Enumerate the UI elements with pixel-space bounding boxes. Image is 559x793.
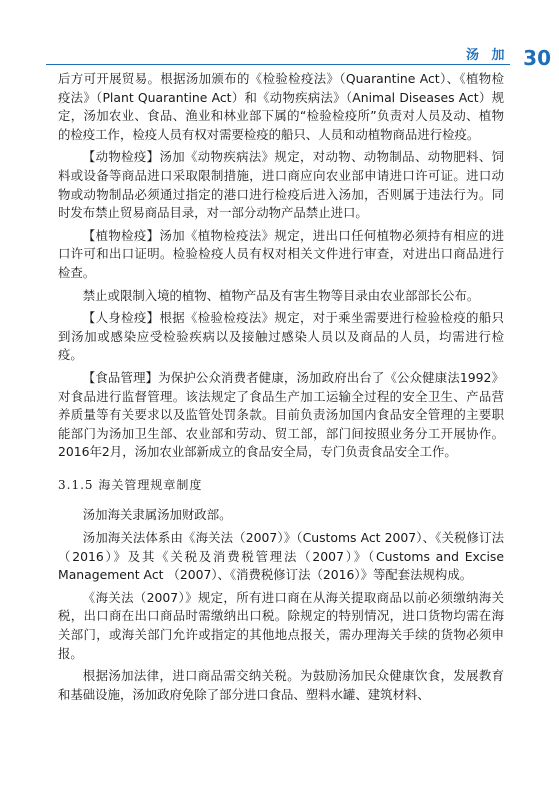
page-number: 30 [523, 46, 551, 70]
paragraph-import-tariffs: 根据汤加法律，进口商品需交纳关税。为鼓励汤加民众健康饮食，发展教育和基础设施，汤加政府免除了部分进口食品、塑料水罐、建筑材料、 [58, 668, 504, 702]
paragraph-trade-continuation: 后方可开展贸易。根据汤加颁布的《检验检疫法》（Quarantine Act）、《植物检疫法》（Plant Quarantine Act）和《动物疾病法》（Animal Diseases Act）规定，汤加农业、食品、渔业和林业部下属的“检验检疫所”负责对人员及动、植物的检疫工作，检疫人员有权对需要检疫的船只、人员和动植物商品进行检疫。 [58, 71, 504, 142]
paragraph-customs-law-system: 汤加海关法体系由《海关法（2007）》（Customs Act 2007）、《关税修订法（2016）》及其《关税及消费税管理法（2007）》（Customs and Excise Management Act （2007）、《消费税修订法（2016）》等配套法规构成。 [58, 530, 504, 583]
paragraph-customs-act-2007: 《海关法（2007）》规定，所有进口商在从海关提取商品以前必须缴纳海关税，出口商在出口商品时需缴纳出口税。除规定的特别情况，进口货物均需在海关部门，或海关部门允许或指定的其他地点报关，需办理海关手续的货物必须申报。 [58, 589, 504, 661]
paragraph-animal-quarantine: 【动物检疫】汤加《动物疾病法》规定，对动物、动物制品、动物肥料、饲料或设备等商品进口采取限制措施，进口商应向农业部申请进口许可证。进口动物或动物制品必须通过指定的港口进行检疫后进入汤加，否则属于违法行为。同时发布禁止贸易商品目录，对一部分动物产品禁止进口。 [58, 149, 504, 221]
page-body [58, 70, 504, 704]
header-rule [46, 64, 510, 65]
paragraph-prohibited-list: 禁止或限制入境的植物、植物产品及有害生物等目录由农业部部长公布。 [82, 287, 480, 303]
paragraph-plant-quarantine: 【植物检疫】汤加《植物检疫法》规定，进出口任何植物必须持有相应的进口许可和出口证明。检验检疫人员有权对相关文件进行审查，对进出口商品进行检查。 [58, 227, 504, 280]
section-heading-customs: 3.1.5 海关管理规章制度 [58, 477, 203, 492]
paragraph-food-management: 【食品管理】为保护公众消费者健康，汤加政府出台了《公众健康法1992》对食品进行监督管理。该法规定了食品生产加工运输全过程的安全卫生、产品营养质量等有关要求以及监管处罚条款。目前负责汤加国内食品安全管理的主要职能部门为汤加卫生部、农业部和劳动、贸工部，部门间按照业务分工开展协作。2016年2月，汤加农业部新成立的食品安全局，专门负责食品安全工作。 [58, 369, 504, 460]
running-header-country: 汤 加 [466, 48, 509, 63]
paragraph-personal-quarantine: 【人身检疫】根据《检验检疫法》规定，对于乘坐需要进行检验检疫的船只到汤加或感染应受检验疾病以及接触过感染人员以及商品的人员，均需进行检疫。 [58, 310, 504, 363]
paragraph-customs-affiliation: 汤加海关隶属汤加财政部。 [82, 507, 232, 523]
